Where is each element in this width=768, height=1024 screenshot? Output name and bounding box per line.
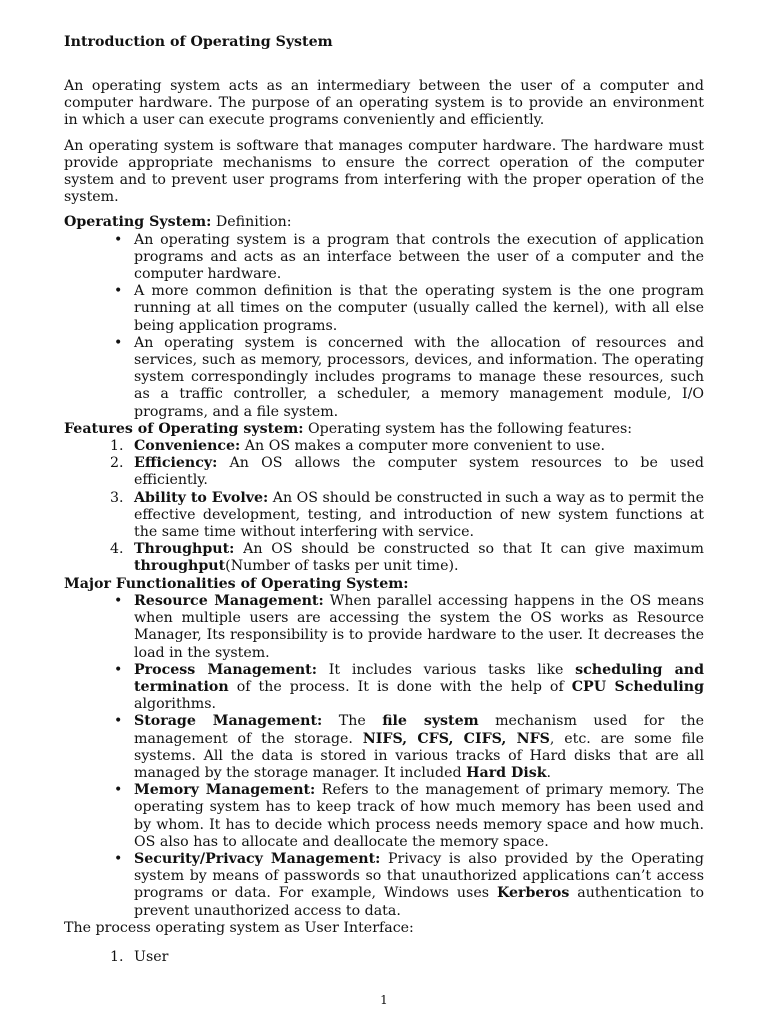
ui-section-item-text: User xyxy=(134,948,169,965)
functionality-text: mechanism used for the management of the storage. xyxy=(134,713,704,747)
functionality-storage xyxy=(134,713,704,782)
list-number: 4. xyxy=(110,541,124,558)
functionality-text: The xyxy=(322,713,383,730)
functionality-resource xyxy=(134,593,704,662)
feature-text: An OS should be constructed so that It can give maximum xyxy=(234,541,704,558)
list-number: 2. xyxy=(110,455,124,472)
feature-bold-term: throughput xyxy=(134,558,226,575)
feature-text: (Number of tasks per unit time). xyxy=(225,558,459,575)
feature-item xyxy=(110,455,704,489)
feature-text: An OS should be constructed in such a way as to permit the effective development, testing, and introduction of new system functions at the same time without interfering with service. xyxy=(134,489,704,541)
intro-paragraph-1: An operating system acts as an intermediary between the user of a computer and computer hardware. The purpose of an operating system is to provide an environment in which a user can execute programs conveniently and efficiently. xyxy=(64,78,704,129)
list-number: 1. xyxy=(110,438,124,455)
functionality-label: Resource Management: xyxy=(134,592,324,609)
document-title: Introduction of Operating System xyxy=(64,34,333,50)
functionality-text: algorithms. xyxy=(134,696,217,713)
feature-item xyxy=(110,438,704,455)
functionality-text: of the process. It is done with the help of xyxy=(228,678,572,695)
document-page xyxy=(64,34,704,966)
bold-term: scheduling and termination xyxy=(134,661,704,695)
ui-section-heading: The process operating system as User Interface: xyxy=(64,919,414,936)
features-text: Operating system has the following features: xyxy=(303,420,633,437)
functionality-security xyxy=(134,851,704,920)
definition-text: Definition: xyxy=(211,214,292,231)
functionality-text: When parallel accessing happens in the OS means when multiple users are accessing the system the OS works as Resource Manager, Its responsibility is to provide hardware to the user. It decreases the load in the system. xyxy=(134,592,704,661)
definition-bullet: • A more common definition is that the operating system is the one program running at all times on the computer (usually called the kernel), with all else being application programs. xyxy=(134,283,704,335)
functionality-memory xyxy=(134,782,704,851)
definition-label: Operating System: xyxy=(64,214,212,231)
feature-item xyxy=(110,541,704,575)
bold-term: Kerberos xyxy=(496,885,570,902)
bold-term: NIFS, CFS, CIFS, NFS xyxy=(362,730,550,747)
feature-label: Ability to Evolve: xyxy=(134,489,269,506)
functionalities-heading xyxy=(64,576,704,593)
functionality-text: . xyxy=(546,764,552,781)
list-number: 1. xyxy=(110,948,124,965)
definition-bullet: • An operating system is a program that controls the execution of application programs and acts as an interface between the user of a computer and the computer hardware. xyxy=(134,232,704,284)
functionality-label: Memory Management: xyxy=(134,782,316,799)
functionality-text: , etc. are some file systems. All the data is stored in various tracks of Hard disks that are all managed by the storage manager. It included xyxy=(134,730,704,781)
definition-bullet: • An operating system is concerned with the allocation of resources and services, such as memory, processors, devices, and information. The operating system correspondingly includes programs to manage these resources, such as a traffic controller, a scheduler, a memory management module, I/O programs, and a file system. xyxy=(134,335,704,421)
functionality-text: Privacy is also provided by the Operating system by means of passwords so that unauthorized applications can’t access programs or data. For example, Windows uses xyxy=(134,850,704,902)
page-number: 1 xyxy=(380,993,388,1007)
feature-label: Convenience: xyxy=(134,438,241,455)
feature-text: An OS makes a computer more convenient to use. xyxy=(240,438,605,455)
definition-list xyxy=(64,232,704,421)
functionality-label: Security/Privacy Management: xyxy=(134,850,381,867)
functionality-text: Refers to the management of primary memory. The operating system has to keep track of how much memory has been used and by whom. It has to decide which process needs memory space and how much. OS also has to allocate and deallocate the memory space. xyxy=(134,782,704,850)
ui-section-item xyxy=(110,948,704,966)
feature-label: Efficiency: xyxy=(134,455,218,472)
functionality-process xyxy=(134,662,704,714)
list-number: 3. xyxy=(110,489,124,506)
definition-heading xyxy=(64,214,704,231)
functionalities-label: Major Functionalities of Operating System: xyxy=(64,575,409,592)
feature-label: Throughput: xyxy=(134,541,235,558)
intro-paragraph-2: An operating system is software that manages computer hardware. The hardware must provide appropriate mechanisms to ensure the correct operation of the computer system and to prevent user programs from interfering with the proper operation of the system. xyxy=(64,137,704,206)
functionality-text: It includes various tasks like xyxy=(316,661,576,678)
functionality-text: authentication to prevent unauthorized access to data. xyxy=(134,885,704,919)
features-heading xyxy=(64,421,704,438)
feature-item xyxy=(110,489,704,542)
bold-term: file system xyxy=(382,713,479,730)
features-label: Features of Operating system: xyxy=(64,420,304,437)
ui-section-list xyxy=(64,949,704,966)
feature-text: An OS allows the computer system resources to be used efficiently. xyxy=(134,455,704,489)
bold-term: Hard Disk xyxy=(466,764,547,781)
functionalities-list xyxy=(64,593,704,920)
bold-term: CPU Scheduling xyxy=(571,678,705,695)
functionality-label: Process Management: xyxy=(134,661,317,678)
functionality-label: Storage Management: xyxy=(134,713,323,730)
features-list xyxy=(64,438,704,576)
